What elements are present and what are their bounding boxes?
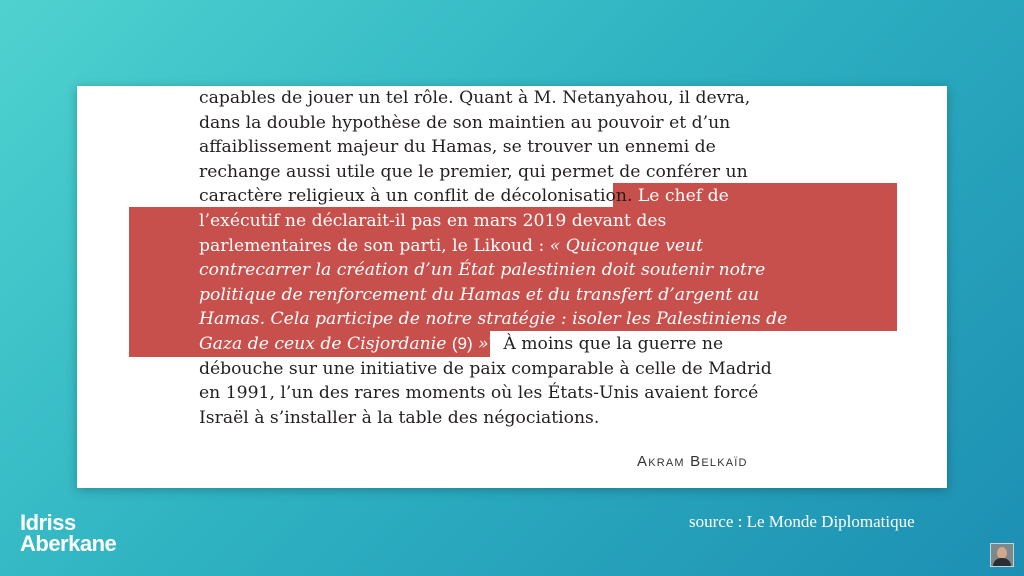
question-mark: ? [488, 333, 498, 354]
article-line: en 1991, l’un des rares moments où les États-Unis avaient forcé [199, 383, 759, 404]
article-line: débouche sur une initiative de paix comparable à celle de Madrid [199, 358, 772, 379]
article-text [199, 86, 788, 430]
article-line: Israël à s’installer à la table des négociations. [199, 407, 600, 428]
highlighted-line [199, 234, 759, 259]
source-caption: source : Le Monde Diplomatique [689, 512, 915, 531]
article-line: affaiblissement majeur du Hamas, se trouver un ennemi de [199, 137, 716, 158]
quote-text: Hamas. Cela participe de notre stratégie : isoler les Palestiniens de [199, 309, 788, 330]
footnote-reference[interactable]: (9) [451, 333, 473, 353]
highlighted-line [199, 258, 766, 283]
quote-close: » [478, 333, 489, 354]
highlighted-line: l’exécutif ne déclarait-il pas en mars 2019 devant des [199, 210, 667, 231]
channel-logo [20, 512, 116, 554]
highlighted-line [199, 283, 759, 308]
quote-text: « Quiconque veut [549, 235, 703, 256]
highlighted-text: parlementaires de son parti, le Likoud : [199, 235, 545, 256]
article-line: rechange aussi utile que le premier, qui permet de conférer un [199, 161, 748, 182]
article-line [199, 184, 759, 209]
highlighted-text [199, 334, 498, 354]
article-line: capables de jouer un tel rôle. Quant à M. Netanyahou, il devra, [199, 88, 751, 108]
quote-text: Gaza de ceux de Cisjordanie [199, 333, 447, 354]
highlighted-line [199, 307, 788, 332]
quote-text: politique de renforcement du Hamas et du transfert d’argent au [199, 284, 760, 305]
article-line: dans la double hypothèse de son maintien au pouvoir et d’un [199, 112, 731, 133]
logo-line-second: Aberkane [20, 531, 117, 556]
logo-line-first: Idriss [20, 510, 76, 535]
quote-text: contrecarrer la création d’un État palestinien doit soutenir notre [199, 260, 766, 281]
article-line-text: À moins que la guerre ne [503, 333, 724, 354]
article-line [199, 332, 759, 357]
author-signature: Akram Belkaïd [637, 453, 748, 470]
presenter-avatar [990, 543, 1014, 567]
highlighted-text: Le chef de [637, 186, 729, 207]
article-line-text: caractère religieux à un conflit de décolonisation. [199, 186, 633, 207]
avatar-body [993, 558, 1011, 567]
